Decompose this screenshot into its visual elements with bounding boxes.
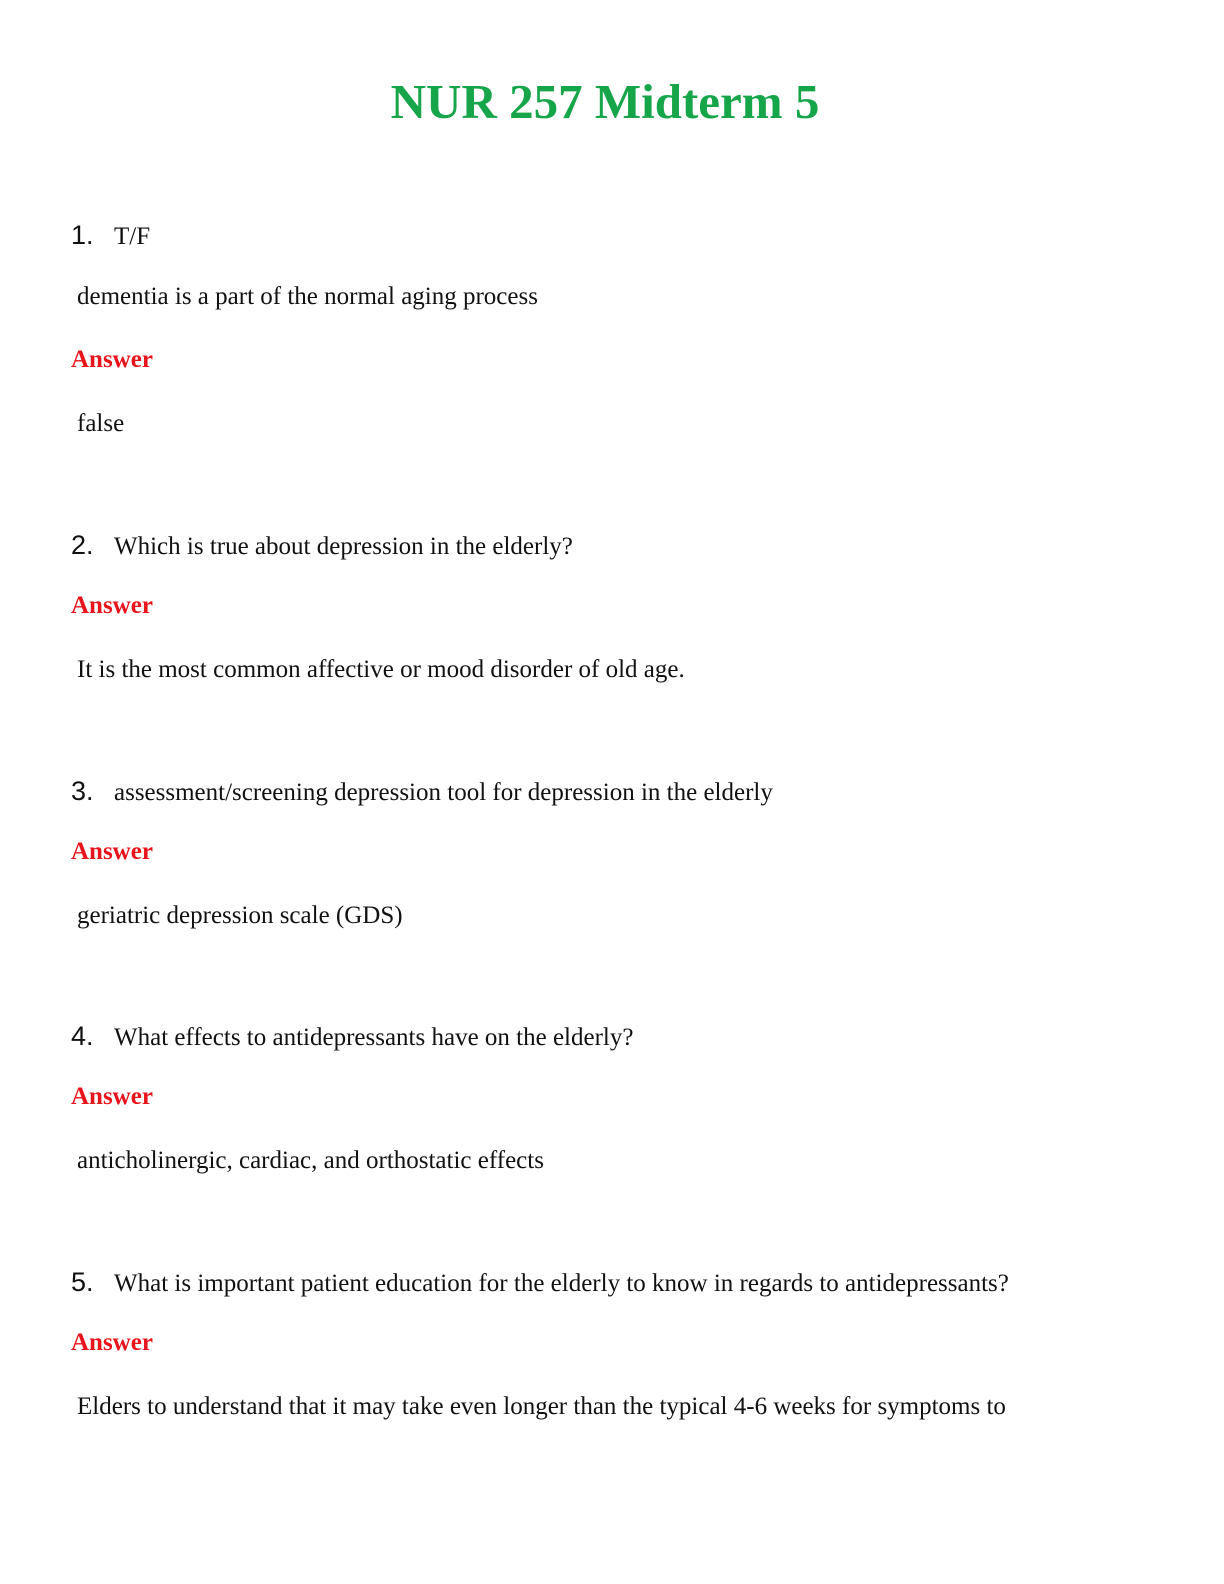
question-line bbox=[71, 528, 573, 562]
answer-label: Answer bbox=[71, 1083, 153, 1110]
answer-text: Elders to understand that it may take even longer than the typical 4-6 weeks for symptoms to bbox=[77, 1393, 1006, 1420]
question-number: 5. bbox=[71, 1267, 94, 1297]
question-block-3 bbox=[0, 774, 1224, 1014]
question-line bbox=[71, 774, 773, 808]
answer-label: Answer bbox=[71, 838, 153, 865]
answer-text: It is the most common affective or mood disorder of old age. bbox=[77, 656, 685, 683]
question-number: 2. bbox=[71, 530, 94, 560]
question-text: T/F bbox=[114, 223, 151, 250]
question-block-4 bbox=[0, 1019, 1224, 1259]
question-text: What effects to antidepressants have on the elderly? bbox=[114, 1024, 634, 1051]
question-block-5 bbox=[0, 1265, 1224, 1505]
question-text: assessment/screening depression tool for depression in the elderly bbox=[114, 779, 773, 806]
answer-text: false bbox=[77, 410, 125, 437]
answer-label: Answer bbox=[71, 1329, 153, 1356]
question-number: 3. bbox=[71, 776, 94, 806]
answer-label: Answer bbox=[71, 592, 153, 619]
question-block-1 bbox=[0, 218, 1224, 458]
question-text: What is important patient education for the elderly to know in regards to antidepressants? bbox=[114, 1270, 1009, 1297]
answer-text: geriatric depression scale (GDS) bbox=[77, 902, 403, 929]
page-title: NUR 257 Midterm 5 bbox=[390, 74, 820, 129]
question-number: 4. bbox=[71, 1021, 94, 1051]
question-text: Which is true about depression in the elderly? bbox=[114, 533, 573, 560]
answer-text: anticholinergic, cardiac, and orthostatic effects bbox=[77, 1147, 544, 1174]
question-number: 1. bbox=[71, 220, 94, 250]
question-detail: dementia is a part of the normal aging process bbox=[77, 283, 538, 310]
question-line bbox=[71, 218, 150, 252]
question-block-2 bbox=[0, 528, 1224, 768]
question-line bbox=[71, 1019, 633, 1053]
answer-label: Answer bbox=[71, 346, 153, 373]
question-line bbox=[71, 1265, 1009, 1299]
